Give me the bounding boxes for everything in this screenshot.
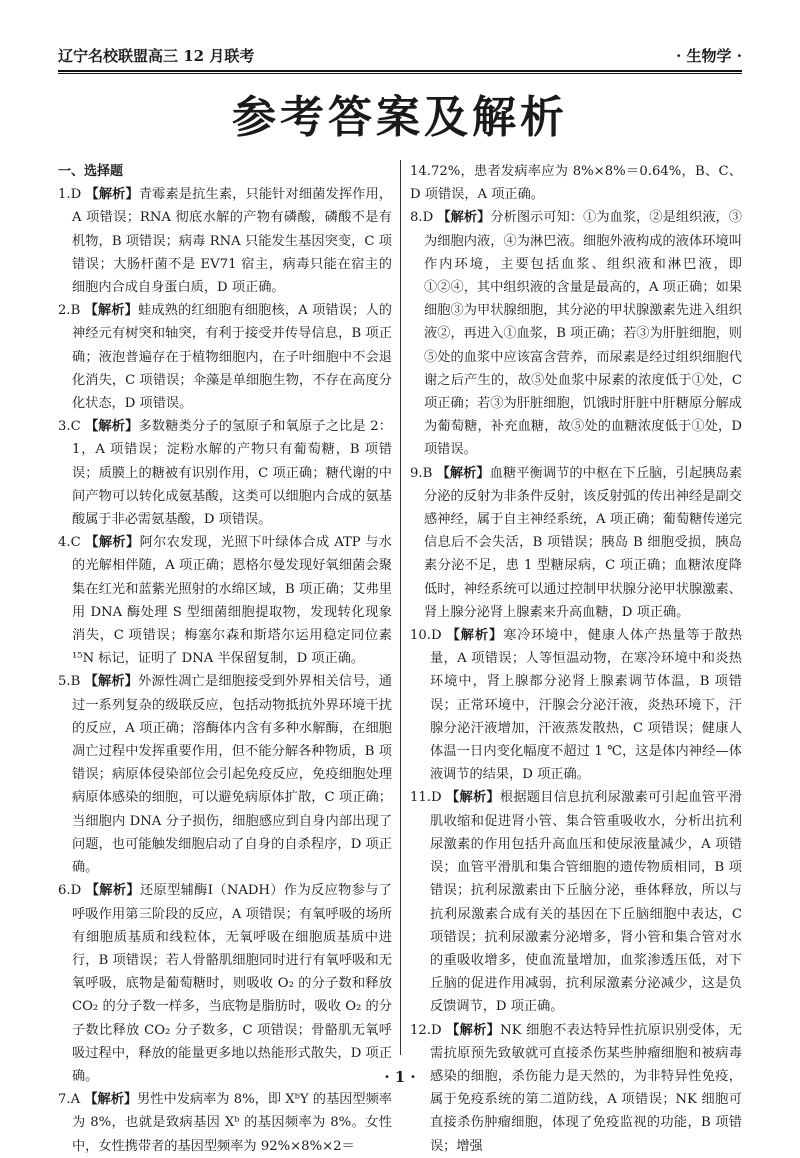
analysis-tag: 【解析】 (446, 790, 500, 806)
analysis-tag: 【解析】 (85, 187, 139, 203)
page-title: 参考答案及解析 (232, 92, 568, 143)
header-subject: · 生物学 · (676, 47, 742, 65)
answer-explanation: 寒冷环境中，健康人体产热量等于散热量，A 项错误；人等恒温动物，在寒冷环境中和炎热环境中，肾上腺都分泌肾上腺素调节体温，B 项错误；正常环境中，汗腺会分泌汗液，炎热环境下，汗腺分泌汗液增加，汗液蒸发散热，C 项错误；健康人体温一日内变化幅度不超过 1 ℃，这是体内神经—体液调节的结果，D 项正确。 (430, 628, 743, 783)
answer-item (58, 183, 392, 299)
answer-explanation: 男性中发病率为 8%，即 XᵇY 的基因型频率为 8%，也就是致病基因 Xᵇ 的基因频率为 8%。女性中，女性携带者的基因型频率为 92%×8%×2＝ (72, 1092, 392, 1154)
analysis-tag: 【解析】 (436, 465, 490, 481)
answer-item (58, 299, 392, 415)
answer-item (410, 624, 742, 786)
analysis-tag: 【解析】 (84, 303, 139, 319)
answer-item (58, 531, 392, 670)
analysis-tag: 【解析】 (437, 210, 491, 226)
page-number: · 1 · (384, 1068, 416, 1086)
answer-explanation: 多数糖类分子的氢原子和氧原子之比是 2：1，A 项错误；淀粉水解的产物只有葡萄糖，B 项错误；质膜上的糖被有识别作用，C 项正确；糖代谢的中间产物可以转化成氨基酸，这类可以细胞内合成的氨基酸属于非必需氨基酸，D 项错误。 (72, 419, 392, 528)
answer-number: 5.B (58, 674, 81, 690)
answer-explanation: NK 细胞不表达特异性抗原识别受体，无需抗原预先致敏就可直接杀伤某些肿瘤细胞和被病毒感染的细胞，杀伤能力是天然的，为非特异性免疫，属于免疫系统的第二道防线，A 项错误；NK 细胞可直接杀伤肿瘤细胞，体现了免疫监视的功能，B 项错误；增强 (430, 1022, 742, 1154)
answer-explanation: 阿尔农发现，光照下叶绿体合成 ATP 与水的光解相伴随，A 项正确；恩格尔曼发现好氧细菌会聚集在红光和蓝紫光照射的水绵区域，B 项正确；艾弗里用 DNA 酶处理 S 型细菌细胞提取物，发现转化现象消失，C 项错误；梅塞尔森和斯塔尔运用稳定同位素¹⁵N 标记，证明了 DNA 半保留复制，D 项正确。 (72, 535, 392, 667)
answer-item (58, 415, 392, 531)
right-column (410, 160, 742, 1158)
answer-item (58, 670, 392, 879)
answer-number: 1.D (58, 187, 82, 203)
answer-number: 4.C (58, 535, 81, 551)
answer-explanation: 蛙成熟的红细胞有细胞核，A 项错误；人的神经元有树突和轴突，有利于接受并传导信息，B 项正确；液泡普遍存在于植物细胞内，在子叶细胞中不会退化消失，C 项错误；伞藻是单细胞生物，不存在高度分化状态，D 项错误。 (72, 303, 392, 412)
header-exam-name: 辽宁名校联盟高三 12 月联考 (58, 47, 255, 65)
answer-number: 12.D (410, 1022, 442, 1038)
answer-number: 8.D (410, 210, 434, 226)
column-divider (400, 160, 401, 1055)
answer-explanation: 血糖平衡调节的中枢在下丘脑，引起胰岛素分泌的反射为非条件反射，该反射弧的传出神经是副交感神经，属于自主神经系统，A 项正确；葡萄糖传递完信息后不会失活，B 项错误；胰岛 B 细胞受损，胰岛素分泌不足，患 1 型糖尿病，C 项正确；血糖浓度降低时，神经系统可以通过控制甲状腺分泌甲状腺激素、肾上腺分泌肾上腺素来升高血糖，D 项正确。 (424, 465, 743, 620)
answer-item (410, 206, 742, 461)
answer-explanation: 青霉素是抗生素，只能针对细菌发挥作用，A 项错误；RNA 彻底水解的产物有磷酸，磷酸不是有机物，B 项错误；病毒 RNA 只能发生基因突变，C 项错误；大肠杆菌不是 EV71 宿主，病毒只能在宿主的细胞内合成自身蛋白质，D 项正确。 (72, 187, 393, 296)
analysis-tag: 【解析】 (84, 1092, 138, 1108)
answer-item (410, 1019, 742, 1158)
left-column (58, 160, 392, 1158)
answer-item (410, 786, 742, 1018)
answer-number: 6.D (58, 883, 82, 899)
continued-answer-7: 14.72%，患者发病率应为 8%×8%＝0.64%，B、C、D 项错误，A 项正确。 (410, 164, 742, 203)
answer-item (58, 879, 392, 1088)
answer-number: 9.B (410, 465, 433, 481)
analysis-tag: 【解析】 (85, 419, 139, 435)
right-items (410, 206, 742, 1157)
answer-explanation: 分析图示可知：①为血浆，②是组织液，③为细胞内液，④为淋巴液。细胞外液构成的液体环境叫作内环境，主要包括血浆、组织液和淋巴液，即①②④，其中组织液的含量是最高的，A 项正确；如果细胞③为甲状腺细胞，其分泌的甲状腺激素先进入组织液②，再进入①血浆，B 项正确；若③为肝脏细胞，则⑤处的血浆中应该富含营养，而尿素是经过组织细胞代谢之后产生的，故⑤处血浆中尿素的浓度低于①处，C 项正确；若③为肝脏细胞，饥饿时肝脏中肝糖原分解成为葡萄糖，补充血糖，故⑤处的血糖浓度低于①处，D 项错误。 (424, 210, 742, 458)
answer-number: 11.D (410, 790, 442, 806)
analysis-tag: 【解析】 (85, 883, 140, 899)
answer-number: 3.C (58, 419, 81, 435)
answer-explanation: 根据题目信息抗利尿激素可引起血管平滑肌收缩和促进肾小管、集合管重吸收水，分析出抗利尿激素的作用包括升高血压和使尿液量减少，A 项错误；血管平滑肌和集合管细胞的遗传物质相同，B 项错误；抗利尿激素由下丘脑分泌，垂体释放，所以与抗利尿激素合成有关的基因在下丘脑细胞中表达，C 项错误；抗利尿激素分泌增多，肾小管和集合管对水的重吸收增多，使血流量增加，血浆渗透压低，对下丘脑的促进作用减弱，抗利尿激素分泌减少，这是负反馈调节，D 项正确。 (430, 790, 743, 1015)
answer-item (58, 1088, 392, 1158)
analysis-tag: 【解析】 (446, 628, 504, 644)
answer-number: 2.B (58, 303, 81, 319)
analysis-tag: 【解析】 (85, 535, 140, 551)
answer-explanation: 外源性凋亡是细胞接受到外界相关信号，通过一系列复杂的级联反应，包括动物抵抗外界环境干扰的反应，A 项正确；溶酶体内含有多种水解酶，在细胞凋亡过程中发挥重要作用，但不能分解各种物质，B 项错误；病原体侵染部位会引起免疫反应，免疫细胞处理病原体感染的细胞，可以避免病原体扩散，C 项正确；当细胞内 DNA 分子损伤，细胞感应到自身内部出现了问题，也可能触发细胞启动了自身的自杀程序，D 项正确。 (72, 674, 392, 876)
answer-explanation: 还原型辅酶Ⅰ（NADH）作为反应物参与了呼吸作用第三阶段的反应，A 项错误；有氧呼吸的场所有细胞质基质和线粒体，无氧呼吸在细胞质基质中进行，B 项错误；若人骨骼肌细胞同时进行有氧呼吸和无氧呼吸，底物是葡萄糖时，则吸收 O₂ 的分子数和释放 CO₂ 的分子数一样多，当底物是脂肪时，吸收 O₂ 的分子数比释放 CO₂ 分子数多，C 项错误；骨骼肌无氧呼吸过程中，释放的能量更多地以热能形式散失，D 项正确。 (72, 883, 392, 1084)
page-header (58, 40, 742, 66)
answer-number: 7.A (58, 1092, 81, 1108)
header-rule (58, 70, 742, 72)
answer-item (410, 462, 742, 624)
left-items (58, 183, 392, 1158)
answer-number: 10.D (410, 628, 442, 644)
analysis-tag: 【解析】 (84, 674, 139, 690)
section-heading: 一、选择题 (58, 164, 124, 179)
header-rule-thin (58, 73, 742, 74)
analysis-tag: 【解析】 (446, 1022, 501, 1038)
